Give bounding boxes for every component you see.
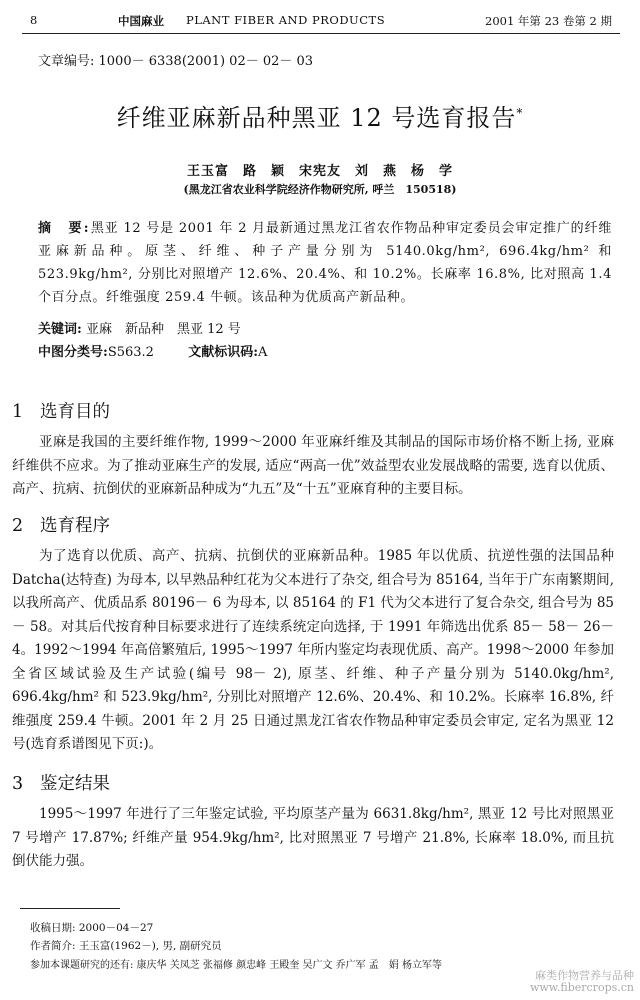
classification — [38, 341, 267, 360]
title-footnote-mark: * — [516, 106, 524, 120]
header-rule — [22, 33, 620, 34]
abstract-text: 黑亚 12 号是 2001 年 2 月最新通过黑龙江省农作物品种审定委员会审定推广的纤维亚麻新品种。原茎、纤维、种子产量分别为 5140.0kg/hm², 696.4kg/hm² 和 523.9kg/hm², 分别比对照增产 12.6%、20.4%、和 10.2%。长麻率 16.8%, 比对照高 1.4 个百分点。纤维强度 259.4 牛顿。该品种为优质高产新品种。 — [38, 221, 612, 305]
author-affiliation: (黑龙江省农业科学院经济作物研究所, 呼兰 150518) — [183, 183, 457, 196]
section-number: 2 — [12, 516, 24, 536]
abstract — [38, 217, 612, 309]
keywords-label: 关键词: — [38, 322, 82, 337]
journal-name-cn: 中国麻业 — [118, 14, 164, 28]
clc-value: S563.2 — [107, 345, 154, 360]
section-heading-3 — [12, 770, 110, 795]
paragraph: 1995～1997 年进行了三年鉴定试验, 平均原茎产量为 6631.8kg/hm², 黑亚 12 号比对照黑亚 7 号增产 17.87%; 纤维产量 954.9kg/hm², 比对照黑亚 7 号增产 21.8%, 长麻率 18.0%, 而且抗倒伏能力强。 — [12, 806, 614, 869]
site-watermark — [530, 970, 634, 994]
paper-title-text: 纤维亚麻新品种黑亚 12 号选育报告 — [116, 104, 517, 132]
footnote-author-bio: 作者简介: 王玉富(1962－), 男, 副研究员 — [30, 940, 222, 952]
section-title: 鉴定结果 — [40, 774, 110, 794]
author-list: 王玉富 路 颖 宋宪友 刘 燕 杨 学 — [186, 164, 453, 179]
keywords-text: 亚麻 新品种 黑亚 12 号 — [85, 322, 241, 337]
section-number: 1 — [12, 402, 24, 422]
section-body-2 — [12, 545, 614, 757]
clc-label: 中图分类号: — [38, 345, 108, 360]
paragraph: 为了选育以优质、高产、抗病、抗倒伏的亚麻新品种。1985 年以优质、抗逆性强的法国品种 Datcha(达特查) 为母本, 以早熟品种红花为父本进行了杂交, 组合号为 85164, 当年于广东南繁期间, 以我所高产、优质品系 80196－ 6 为母本, 以 85164 的 F1 代为父本进行了复合杂交, 组合号为 85－ 58。对其后代按育种目标要求进行了连续系统定向选择, 于 1991 年筛选出优系 85－ 58－ 26－ 4。1992～1994 年高倍繁殖后, 1995～1997 年所内鉴定均表现优质、高产。1998～2000 年参加全省区域试验及生产试验(编号 98－ 2), 原茎、纤维、种子产量分别为 5140.0kg/hm², 696.4kg/hm² 和 523.9kg/hm², 分别比对照增产 12.6%、20.4%、和 10.2%。长麻率 16.8%, 纤维强度 259.4 牛顿。2001 年 2 月 25 日通过黑龙江省农作物品种审定委员会审定, 定名为黑亚 12 号(选育系谱图见下页:)。 — [12, 548, 614, 752]
doc-code-label: 文献标识码: — [188, 345, 259, 360]
article-number: 文章编号: 1000－ 6338(2001) 02－ 02－ 03 — [38, 54, 314, 69]
journal-name-en: PLANT FIBER AND PRODUCTS — [186, 13, 386, 27]
footnote-contributors: 参加本课题研究的还有: 康庆华 关凤芝 张福修 颜忠峰 王殿奎 吴广文 乔广军 孟 娟 杨立军等 — [30, 960, 442, 971]
footnote-received: 收稿日期: 2000－04－27 — [30, 922, 154, 934]
abstract-label: 摘 要: — [38, 221, 91, 236]
section-body-3 — [12, 803, 614, 874]
doc-code-value: A — [258, 345, 268, 360]
section-heading-2 — [12, 512, 110, 537]
section-body-1 — [12, 431, 614, 502]
watermark-text: 麻类作物营养与品种 — [535, 969, 634, 982]
footnote-rule — [20, 908, 120, 909]
paper-title — [0, 98, 640, 133]
section-title: 选育程序 — [40, 516, 110, 536]
journal-issue: 2001 年第 23 卷第 2 期 — [485, 14, 612, 28]
watermark-url: www.fibercrops.cn — [529, 981, 634, 994]
section-title: 选育目的 — [40, 402, 110, 422]
paragraph: 亚麻是我国的主要纤维作物, 1999～2000 年亚麻纤维及其制品的国际市场价格不断上扬, 亚麻纤维供不应求。为了推动亚麻生产的发展, 适应“两高一优”效益型农业发展战略的需要, 选育以优质、高产、抗病、抗倒伏的亚麻新品种成为“九五”及“十五”亚麻育种的主要目标。 — [12, 434, 614, 497]
section-number: 3 — [12, 774, 24, 794]
keywords — [38, 318, 241, 337]
page-number: 8 — [30, 13, 38, 27]
section-heading-1 — [12, 398, 110, 423]
